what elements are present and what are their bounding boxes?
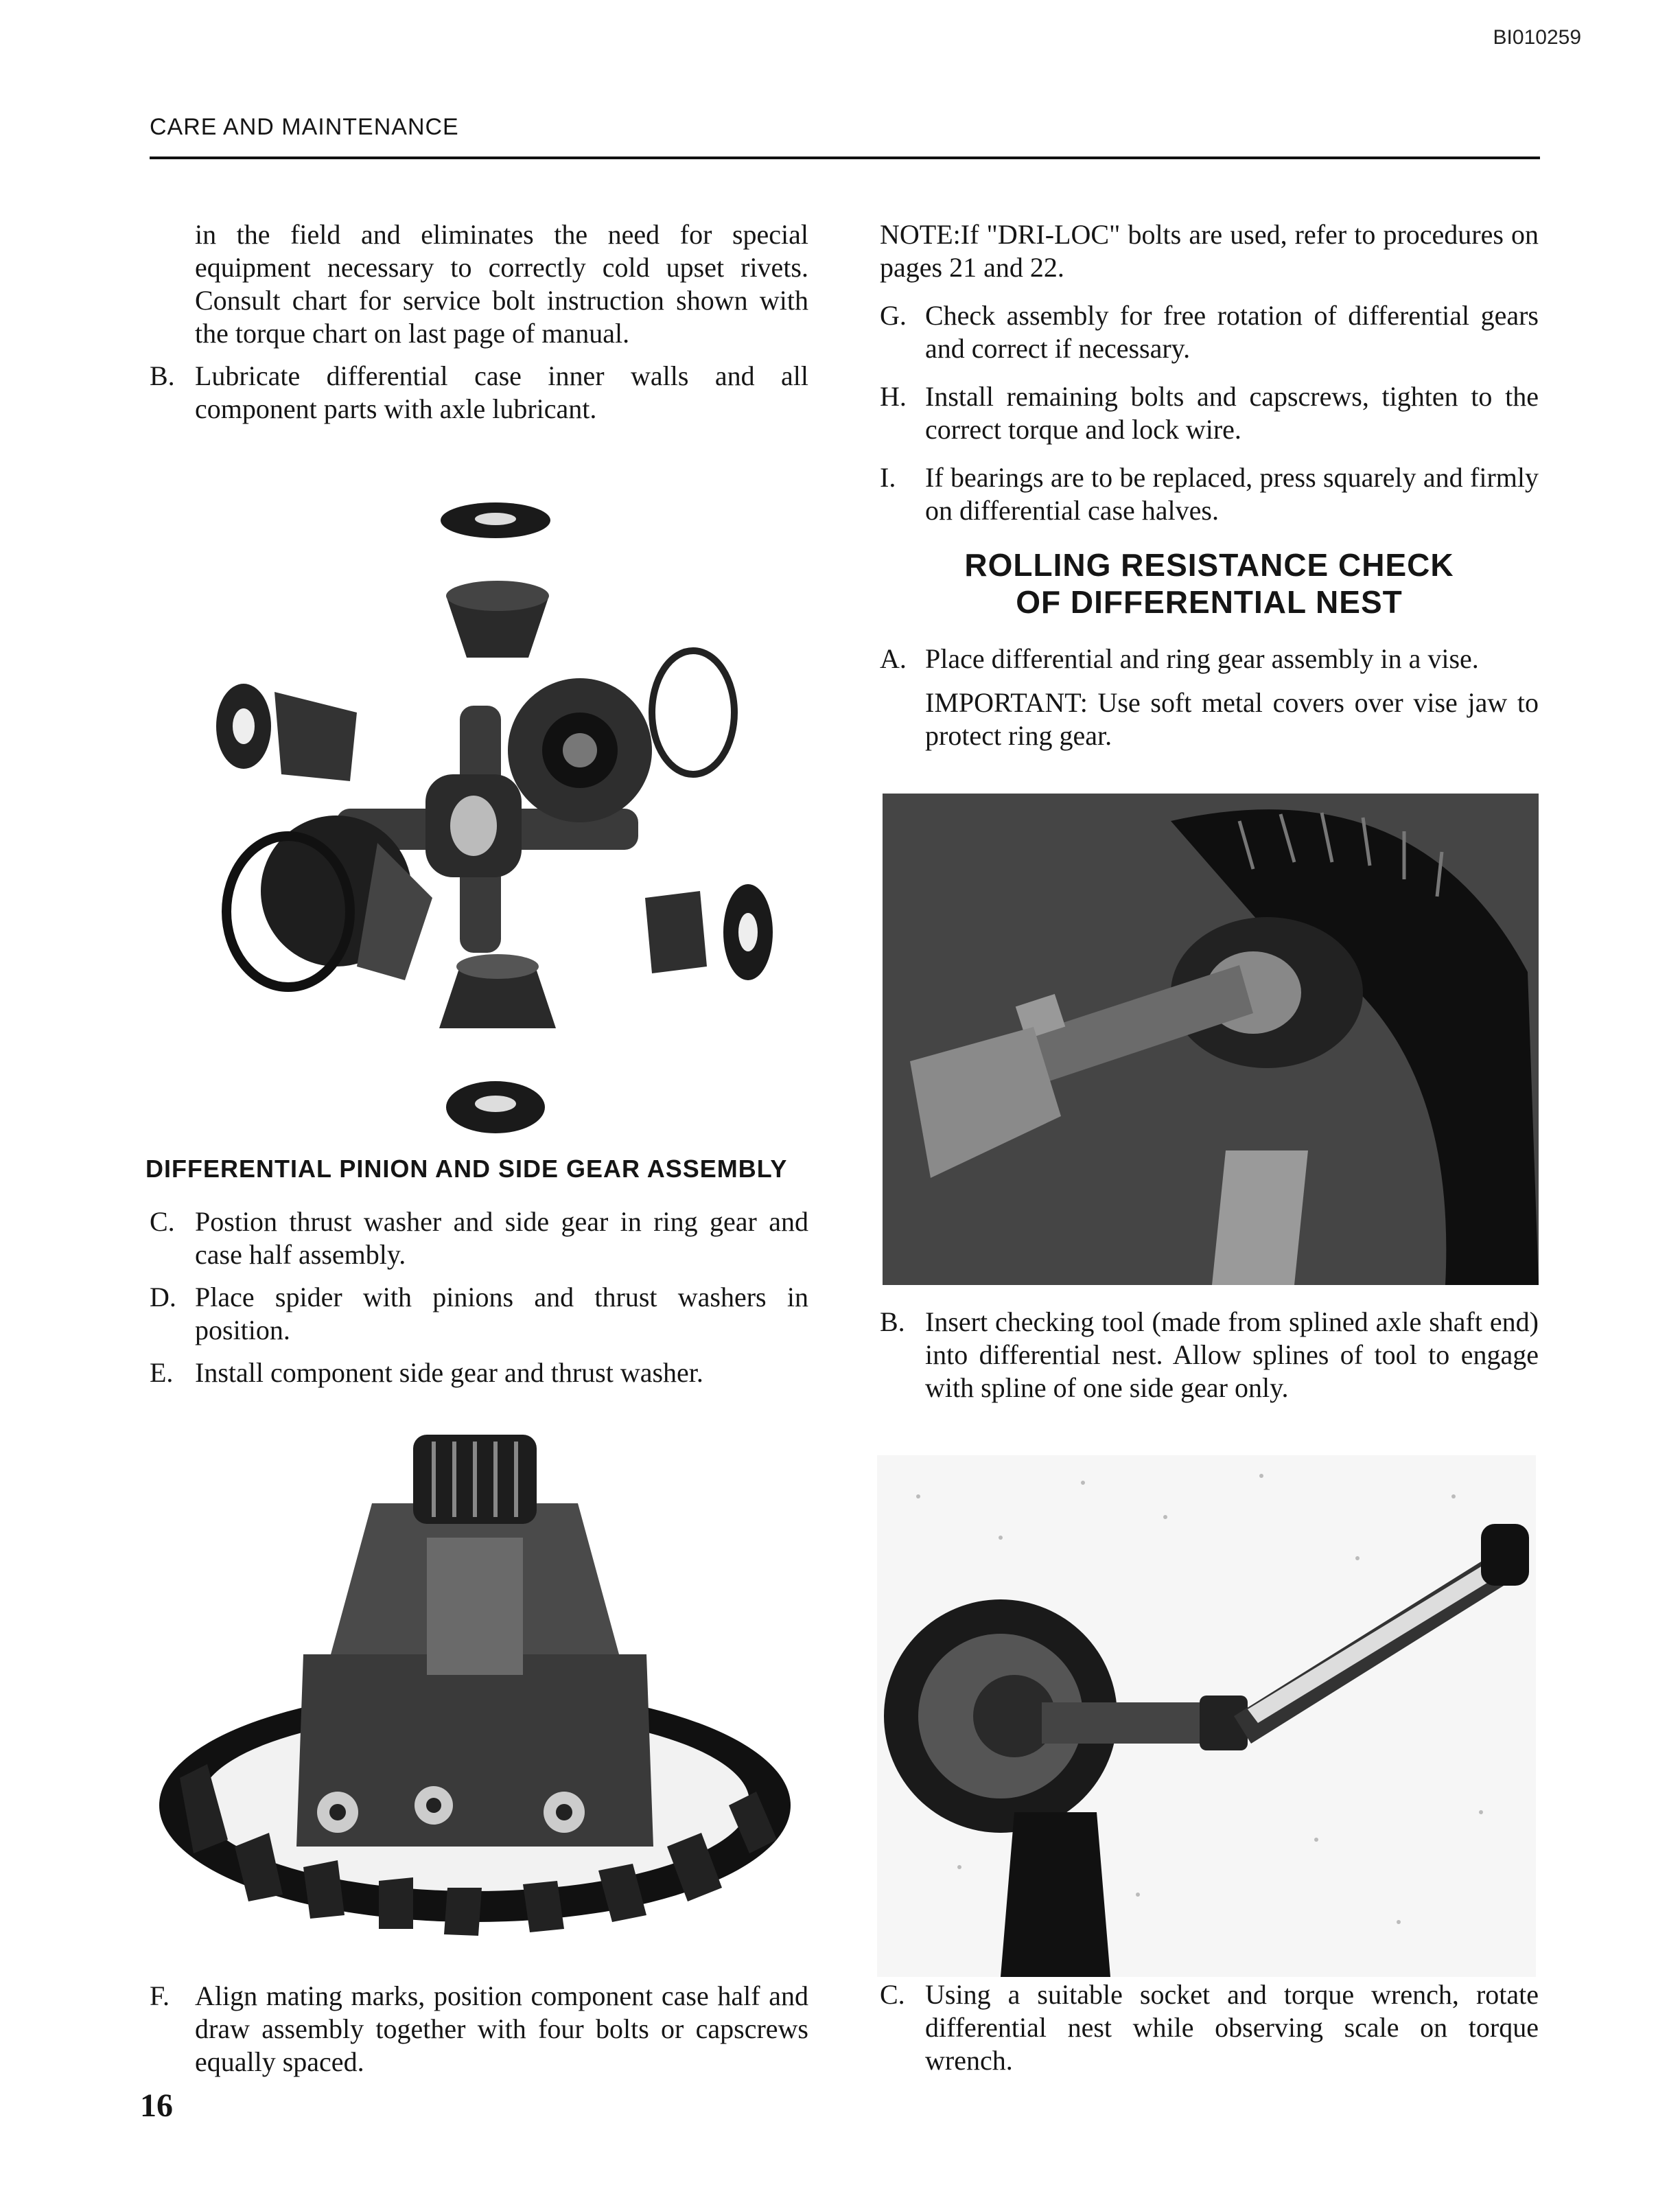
left-column-bottom [150,1980,808,2079]
step-f-left [150,1980,808,2079]
step-letter: G. [880,300,907,331]
step-d-left [150,1281,808,1347]
step-letter: H. [880,381,907,412]
step-letter: B. [880,1306,905,1337]
case-assembly-drawing [152,1421,797,1963]
step-letter: E. [150,1357,174,1388]
step-letter: A. [880,643,907,674]
page-number: 16 [140,2087,173,2124]
ring-gear-in-vise-drawing [883,794,1539,1285]
step-i-right [880,461,1539,527]
case-assembly-photo [152,1421,797,1963]
step-text: Using a suitable socket and torque wrench, rotate differential nest while observing scale on torque wrench. [925,1979,1539,2076]
step-text: Install remaining bolts and capscrews, tighten to the correct torque and lock wire. [925,381,1539,445]
dri-loc-note: NOTE:If "DRI-LOC" bolts are used, refer to procedures on pages 21 and 22. [880,219,1539,283]
right-column-bottom [880,1978,1539,2077]
step-letter: I. [880,462,896,493]
step-text: Lubricate differential case inner walls and all component parts with axle lubricant. [195,360,808,424]
step-c-left [150,1205,808,1271]
running-head: CARE AND MAINTENANCE [150,114,459,140]
section-heading-line2: OF DIFFERENTIAL NEST [1016,584,1403,620]
step-letter: C. [880,1979,905,2010]
document-id: BI010259 [1493,26,1581,49]
step-text: Place differential and ring gear assembly in a vise. [925,643,1479,674]
step-letter: F. [150,1980,170,2011]
step-g-right [880,299,1539,365]
step-letter: B. [150,360,175,391]
step-b-right [880,1306,1539,1404]
step-h-right [880,380,1539,446]
exploded-gear-illustration [199,486,803,1138]
exploded-gear-drawing [199,486,803,1138]
step-text: Check assembly for free rotation of differential gears and correct if necessary. [925,300,1539,364]
step-letter: C. [150,1206,175,1237]
section-heading [880,546,1539,621]
step-text: Postion thrust washer and side gear in ring gear and case half assembly. [195,1206,808,1270]
header-rule [150,157,1540,159]
section-heading-line1: ROLLING RESISTANCE CHECK [964,547,1454,583]
step-e-left [150,1356,808,1389]
torque-wrench-drawing [877,1455,1536,1977]
right-column-top [880,218,1539,527]
ring-gear-in-vise-photo [883,794,1539,1285]
left-column-steps [150,1205,808,1389]
intro-paragraph: in the field and eliminates the need for special equipment necessary to correctly cold upset rivets. Consult chart for service bolt instruction shown with the torque chart on last page of manual. [195,219,808,349]
step-text: Install component side gear and thrust washer. [195,1357,703,1388]
important-note: IMPORTANT: Use soft metal covers over vise jaw to protect ring gear. [925,687,1539,751]
torque-wrench-photo [877,1455,1536,1977]
step-text: Insert checking tool (made from splined axle shaft end) into differential nest. Allow splines of tool to engage with spline of one side gear only. [925,1306,1539,1403]
step-text: Align mating marks, position component case half and draw assembly together with four bolts or capscrews equally spaced. [195,1980,808,2077]
step-c-right [880,1978,1539,2077]
step-b-left [150,360,808,426]
step-text: Place spider with pinions and thrust washers in position. [195,1282,808,1345]
left-column-top [150,218,808,426]
right-column-step-b [880,1306,1539,1404]
right-column-rolling-check [880,643,1539,752]
figure-caption: DIFFERENTIAL PINION AND SIDE GEAR ASSEMBLY [145,1155,788,1183]
step-letter: D. [150,1282,176,1312]
step-text: If bearings are to be replaced, press squarely and firmly on differential case halves. [925,462,1539,526]
step-a-right [880,643,1539,675]
